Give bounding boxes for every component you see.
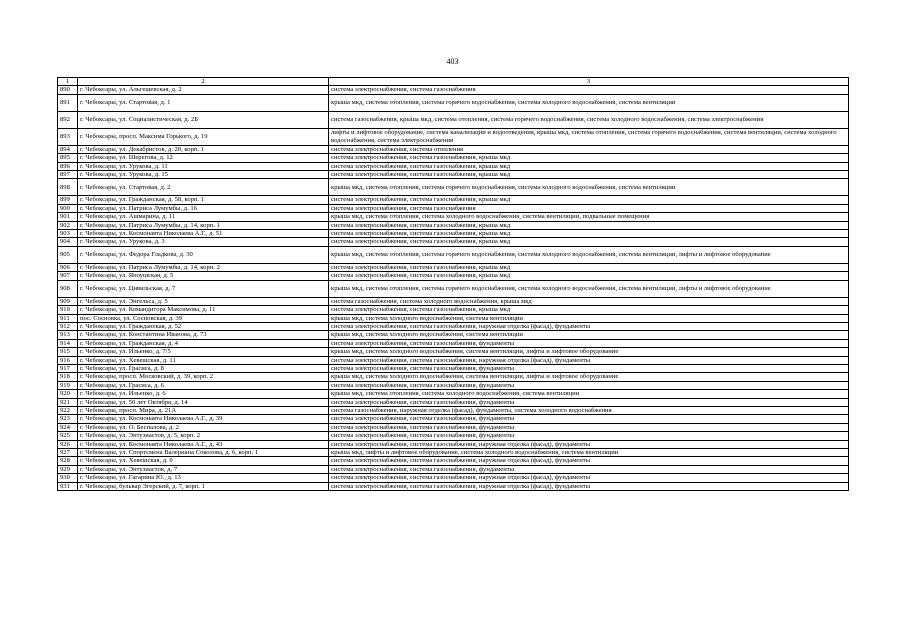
row-systems-cell: система электроснабжения, система газоснабжения, наружная отделка (фасад), фундаменты [329, 356, 849, 364]
row-address-cell: г. Чебоксары, ул. Цивильская, д. 7 [78, 280, 329, 297]
row-address-cell: г. Чебоксары, ул. Стартовая, д. 1 [78, 94, 329, 111]
row-systems-cell: система электроснабжения, система газоснабжения, фундаменты [329, 423, 849, 431]
row-number-cell: 907 [58, 272, 78, 280]
row-systems-cell: крыша мкд, система отопления, система холодного водоснабжения, система вентиляции, подвальные помещения [329, 213, 849, 221]
row-number-cell: 924 [58, 423, 78, 431]
table-header-row [58, 78, 849, 86]
row-address-cell: г. Чебоксары, ул. Космонавта Николаева А.Г., д. 39 [78, 415, 329, 423]
table-row [58, 331, 849, 339]
row-systems-cell: система электроснабжения, система газоснабжения, фундаменты [329, 465, 849, 473]
row-number-cell: 901 [58, 213, 78, 221]
row-address-cell: г. Чебоксары, ул. Грасиса, д. 8 [78, 364, 329, 372]
table-row [58, 440, 849, 448]
row-number-cell: 931 [58, 482, 78, 490]
table-row [58, 364, 849, 372]
row-systems-cell: система электроснабжения, система газоснабжения [329, 204, 849, 212]
row-systems-cell: лифты и лифтовое оборудование, система канализации и водоотведения, крыша мкд, система отопления, система горячего водоснабжения, система вентиляции, система холодного водоснабжения, система электроснабжения [329, 128, 849, 145]
row-systems-cell: система электроснабжения, система газоснабжения, крыша мкд [329, 238, 849, 246]
row-address-cell: г. Чебоксары, ул. Грасиса, д. 6 [78, 381, 329, 389]
table-row [58, 221, 849, 229]
row-number-cell: 891 [58, 94, 78, 111]
row-systems-cell: система электроснабжения, система газоснабжения, наружная отделка (фасад), фундаменты [329, 474, 849, 482]
row-address-cell: г. Чебоксары, ул. Гражданская, д. 58, корп. 1 [78, 196, 329, 204]
table-row [58, 314, 849, 322]
row-number-cell: 903 [58, 230, 78, 238]
row-address-cell: г. Чебоксары, ул. Космонавта Николаева А.Г., д. 51 [78, 230, 329, 238]
row-systems-cell: система электроснабжения, система газоснабжения, фундаменты [329, 398, 849, 406]
row-systems-cell: система электроснабжения, система газоснабжения, крыша мкд [329, 263, 849, 271]
row-systems-cell: система электроснабжения, система газоснабжения, крыша мкд [329, 171, 849, 179]
row-number-cell: 902 [58, 221, 78, 229]
table-row [58, 339, 849, 347]
row-number-cell: 930 [58, 474, 78, 482]
row-systems-cell: крыша мкд, система холодного водоснабжения, система вентиляции [329, 331, 849, 339]
table-row [58, 238, 849, 246]
row-number-cell: 916 [58, 356, 78, 364]
table-row [58, 297, 849, 305]
table-row [58, 94, 849, 111]
table-body [58, 86, 849, 491]
row-number-cell: 921 [58, 398, 78, 406]
table-row [58, 128, 849, 145]
row-number-cell: 914 [58, 339, 78, 347]
row-number-cell: 928 [58, 457, 78, 465]
row-address-cell: г. Чебоксары, ул. Космонавта Николаева А.Г., д. 43 [78, 440, 329, 448]
table-row [58, 162, 849, 170]
row-systems-cell: система электроснабжения, система газоснабжения [329, 86, 849, 94]
row-systems-cell: система электроснабжения, система газоснабжения, крыша мкд [329, 230, 849, 238]
row-address-cell: г. Чебоксары, ул. Ашмарина, д. 11 [78, 213, 329, 221]
row-address-cell: г. Чебоксары, ул. Гражданская, д. 52 [78, 322, 329, 330]
row-number-cell: 920 [58, 390, 78, 398]
row-number-cell: 910 [58, 306, 78, 314]
row-number-cell: 912 [58, 322, 78, 330]
row-address-cell: г. Чебоксары, ул. Яноушская, д. 5 [78, 272, 329, 280]
row-number-cell: 927 [58, 449, 78, 457]
row-systems-cell: система электроснабжения, система газоснабжения, крыша мкд [329, 272, 849, 280]
row-systems-cell: крыша мкд, система холодного водоснабжения, система вентиляции, лифты и лифтовое оборудование [329, 348, 849, 356]
row-systems-cell: система газоснабжения, наружная отделка (фасад), фундаменты, система холодного водоснабжения [329, 406, 849, 414]
row-address-cell: г. Чебоксары, ул. Социалистическая, д. 2Б [78, 111, 329, 128]
row-address-cell: г. Чебоксары, ул. Гражданская, д. 4 [78, 339, 329, 347]
table-row [58, 423, 849, 431]
row-address-cell: г. Чебоксары, бульвар Эгерский, д. 7, корп. 1 [78, 482, 329, 490]
row-address-cell: г. Чебоксары, ул. 50 лет Октября, д. 14 [78, 398, 329, 406]
row-systems-cell: система электроснабжения, система газоснабжения, наружная отделка (фасад), фундаменты [329, 457, 849, 465]
table-row [58, 196, 849, 204]
row-number-cell: 904 [58, 238, 78, 246]
table-row [58, 111, 849, 128]
row-systems-cell: система электроснабжения, система газоснабжения, фундаменты [329, 432, 849, 440]
row-systems-cell: система электроснабжения, система газоснабжения, фундаменты [329, 364, 849, 372]
row-address-cell: г. Чебоксары, ул. Урукова, д. 15 [78, 171, 329, 179]
row-number-cell: 894 [58, 145, 78, 153]
row-systems-cell: система электроснабжения, система газоснабжения, наружная отделка (фасад), фундаменты [329, 322, 849, 330]
table-row [58, 272, 849, 280]
row-systems-cell: система электроснабжения, система отопления [329, 145, 849, 153]
table-row [58, 474, 849, 482]
row-address-cell: г. Чебоксары, ул. Ильенко, д. 7/5 [78, 348, 329, 356]
row-number-cell: 915 [58, 348, 78, 356]
row-systems-cell: система электроснабжения, система газоснабжения, наружная отделка (фасад), фундаменты [329, 440, 849, 448]
row-number-cell: 923 [58, 415, 78, 423]
table-row [58, 356, 849, 364]
row-number-cell: 895 [58, 154, 78, 162]
row-systems-cell: система электроснабжения, система газоснабжения, крыша мкд [329, 196, 849, 204]
row-systems-cell: система газоснабжения, система холодного водоснабжения, крыша мкд [329, 297, 849, 305]
row-number-cell: 899 [58, 196, 78, 204]
row-number-cell: 896 [58, 162, 78, 170]
row-address-cell: г. Чебоксары, ул. Урукова, д. 11 [78, 162, 329, 170]
row-systems-cell: крыша мкд, лифты и лифтовое оборудование, система холодного водоснабжения, система вентиляции [329, 449, 849, 457]
row-address-cell: г. Чебоксары, ул. Энгельса, д. 5 [78, 297, 329, 305]
row-systems-cell: система электроснабжения, система газоснабжения, наружная отделка (фасад), фундаменты [329, 482, 849, 490]
row-address-cell: г. Чебоксары, просп. Московский, д. 39, корп. 2 [78, 373, 329, 381]
row-systems-cell: крыша мкд, система отопления, система холодного водоснабжения, система вентиляции [329, 390, 849, 398]
table-row [58, 322, 849, 330]
row-number-cell: 926 [58, 440, 78, 448]
row-number-cell: 913 [58, 331, 78, 339]
row-systems-cell: система электроснабжения, система газоснабжения, фундаменты [329, 415, 849, 423]
table-row [58, 306, 849, 314]
row-number-cell: 925 [58, 432, 78, 440]
table-row [58, 482, 849, 490]
row-number-cell: 917 [58, 364, 78, 372]
row-address-cell: г. Чебоксары, ул. Стартовая, д. 2 [78, 179, 329, 196]
row-address-cell: г. Чебоксары, ул. Декабристов, д. 20, корп. 1 [78, 145, 329, 153]
row-systems-cell: крыша мкд, система отопления, система горячего водоснабжения, система холодного водоснабжения, система вентиляции [329, 94, 849, 111]
row-address-cell: г. Чебоксары, ул. Константина Иванова, д. 73 [78, 331, 329, 339]
table-row [58, 280, 849, 297]
row-number-cell: 922 [58, 406, 78, 414]
table-row [58, 449, 849, 457]
table-row [58, 465, 849, 473]
row-address-cell: пос. Сосновка, ул. Сосновская, д. 39 [78, 314, 329, 322]
row-systems-cell: система электроснабжения, система газоснабжения, крыша мкд [329, 154, 849, 162]
row-number-cell: 890 [58, 86, 78, 94]
table-row [58, 145, 849, 153]
table-row [58, 154, 849, 162]
row-systems-cell: система электроснабжения, система газоснабжения, крыша мкд [329, 162, 849, 170]
row-address-cell: г. Чебоксары, ул. Спортсмена Валериана Соколова, д. 6, корп. 1 [78, 449, 329, 457]
row-systems-cell: система электроснабжения, система газоснабжения, фундаменты [329, 381, 849, 389]
table-row [58, 390, 849, 398]
row-number-cell: 893 [58, 128, 78, 145]
table-row [58, 432, 849, 440]
row-number-cell: 906 [58, 263, 78, 271]
row-number-cell: 908 [58, 280, 78, 297]
row-systems-cell: крыша мкд, система отопления, система горячего водоснабжения, система холодного водоснабжения, система вентиляции, лифты и лифтовое оборудование [329, 280, 849, 297]
row-number-cell: 905 [58, 246, 78, 263]
table-row [58, 406, 849, 414]
row-number-cell: 900 [58, 204, 78, 212]
row-address-cell: г. Чебоксары, ул. Хевешская, д. 9 [78, 457, 329, 465]
page-number: 403 [446, 57, 459, 66]
row-number-cell: 929 [58, 465, 78, 473]
table-row [58, 398, 849, 406]
row-systems-cell: крыша мкд, система холодного водоснабжения, система вентиляции, лифты и лифтовое оборудование [329, 373, 849, 381]
row-address-cell: г. Чебоксары, ул. Федора Гладкова, д. 30 [78, 246, 329, 263]
table-row [58, 348, 849, 356]
row-address-cell: г. Чебоксары, ул. О. Беспалова, д. 2 [78, 423, 329, 431]
table-row [58, 457, 849, 465]
table-row [58, 204, 849, 212]
row-number-cell: 909 [58, 297, 78, 305]
row-address-cell: г. Чебоксары, ул. Урукова, д. 3 [78, 238, 329, 246]
table-row [58, 263, 849, 271]
table-row [58, 415, 849, 423]
table-row [58, 230, 849, 238]
row-systems-cell: крыша мкд, система отопления, система горячего водоснабжения, система холодного водоснабжения, система вентиляции, лифты и лифтовое оборудование [329, 246, 849, 263]
row-address-cell: г. Чебоксары, ул. Шерегова, д. 12 [78, 154, 329, 162]
row-address-cell: г. Чебоксары, просп. Мира, д. 21А [78, 406, 329, 414]
column-header-systems: 3 [329, 78, 849, 86]
row-address-cell: г. Чебоксары, ул. Командиторa Максимова, д. 11 [78, 306, 329, 314]
row-systems-cell: крыша мкд, система холодного водоснабжения, система вентиляции [329, 314, 849, 322]
row-number-cell: 897 [58, 171, 78, 179]
row-number-cell: 919 [58, 381, 78, 389]
row-address-cell: г. Чебоксары, ул. Патриса Лумумбы, д. 14, корп. 1 [78, 221, 329, 229]
row-address-cell: г. Чебоксары, ул. Ильенко, д. 6 [78, 390, 329, 398]
column-header-address: 2 [78, 78, 329, 86]
row-systems-cell: система электроснабжения, система газоснабжения, фундаменты [329, 339, 849, 347]
row-number-cell: 911 [58, 314, 78, 322]
table-row [58, 86, 849, 94]
row-number-cell: 898 [58, 179, 78, 196]
row-number-cell: 892 [58, 111, 78, 128]
row-systems-cell: система газоснабжения, крыша мкд, система отопления, система горячего водоснабжения, система холодного водоснабжения, система электроснабжения [329, 111, 849, 128]
row-address-cell: г. Чебоксары, ул. Энтузиастов, д. 7 [78, 465, 329, 473]
row-address-cell: г. Чебоксары, ул. Альгешевская, д. 2 [78, 86, 329, 94]
table-row [58, 179, 849, 196]
table-row [58, 373, 849, 381]
row-address-cell: г. Чебоксары, ул. Энтузиастов, д. 5, корп. 2 [78, 432, 329, 440]
row-address-cell: г. Чебоксары, ул. Патриса Лумумбы, д. 16 [78, 204, 329, 212]
table-row [58, 171, 849, 179]
row-systems-cell: система электроснабжения, система газоснабжения, крыша мкд [329, 221, 849, 229]
table-row [58, 213, 849, 221]
row-number-cell: 918 [58, 373, 78, 381]
row-address-cell: г. Чебоксары, ул. Хевешская, д. 11 [78, 356, 329, 364]
registry-table [57, 77, 849, 491]
row-systems-cell: система электроснабжения, система газоснабжения, крыша мкд [329, 306, 849, 314]
row-address-cell: г. Чебоксары, ул. Гагарина Ю., д. 13 [78, 474, 329, 482]
table-row [58, 246, 849, 263]
row-address-cell: г. Чебоксары, ул. Патриса Лумумбы, д. 14, корп. 2 [78, 263, 329, 271]
column-header-number: 1 [58, 78, 78, 86]
row-systems-cell: крыша мкд, система отопления, система горячего водоснабжения, система холодного водоснабжения, система вентиляции [329, 179, 849, 196]
row-address-cell: г. Чебоксары, просп. Максима Горького, д. 19 [78, 128, 329, 145]
table-row [58, 381, 849, 389]
